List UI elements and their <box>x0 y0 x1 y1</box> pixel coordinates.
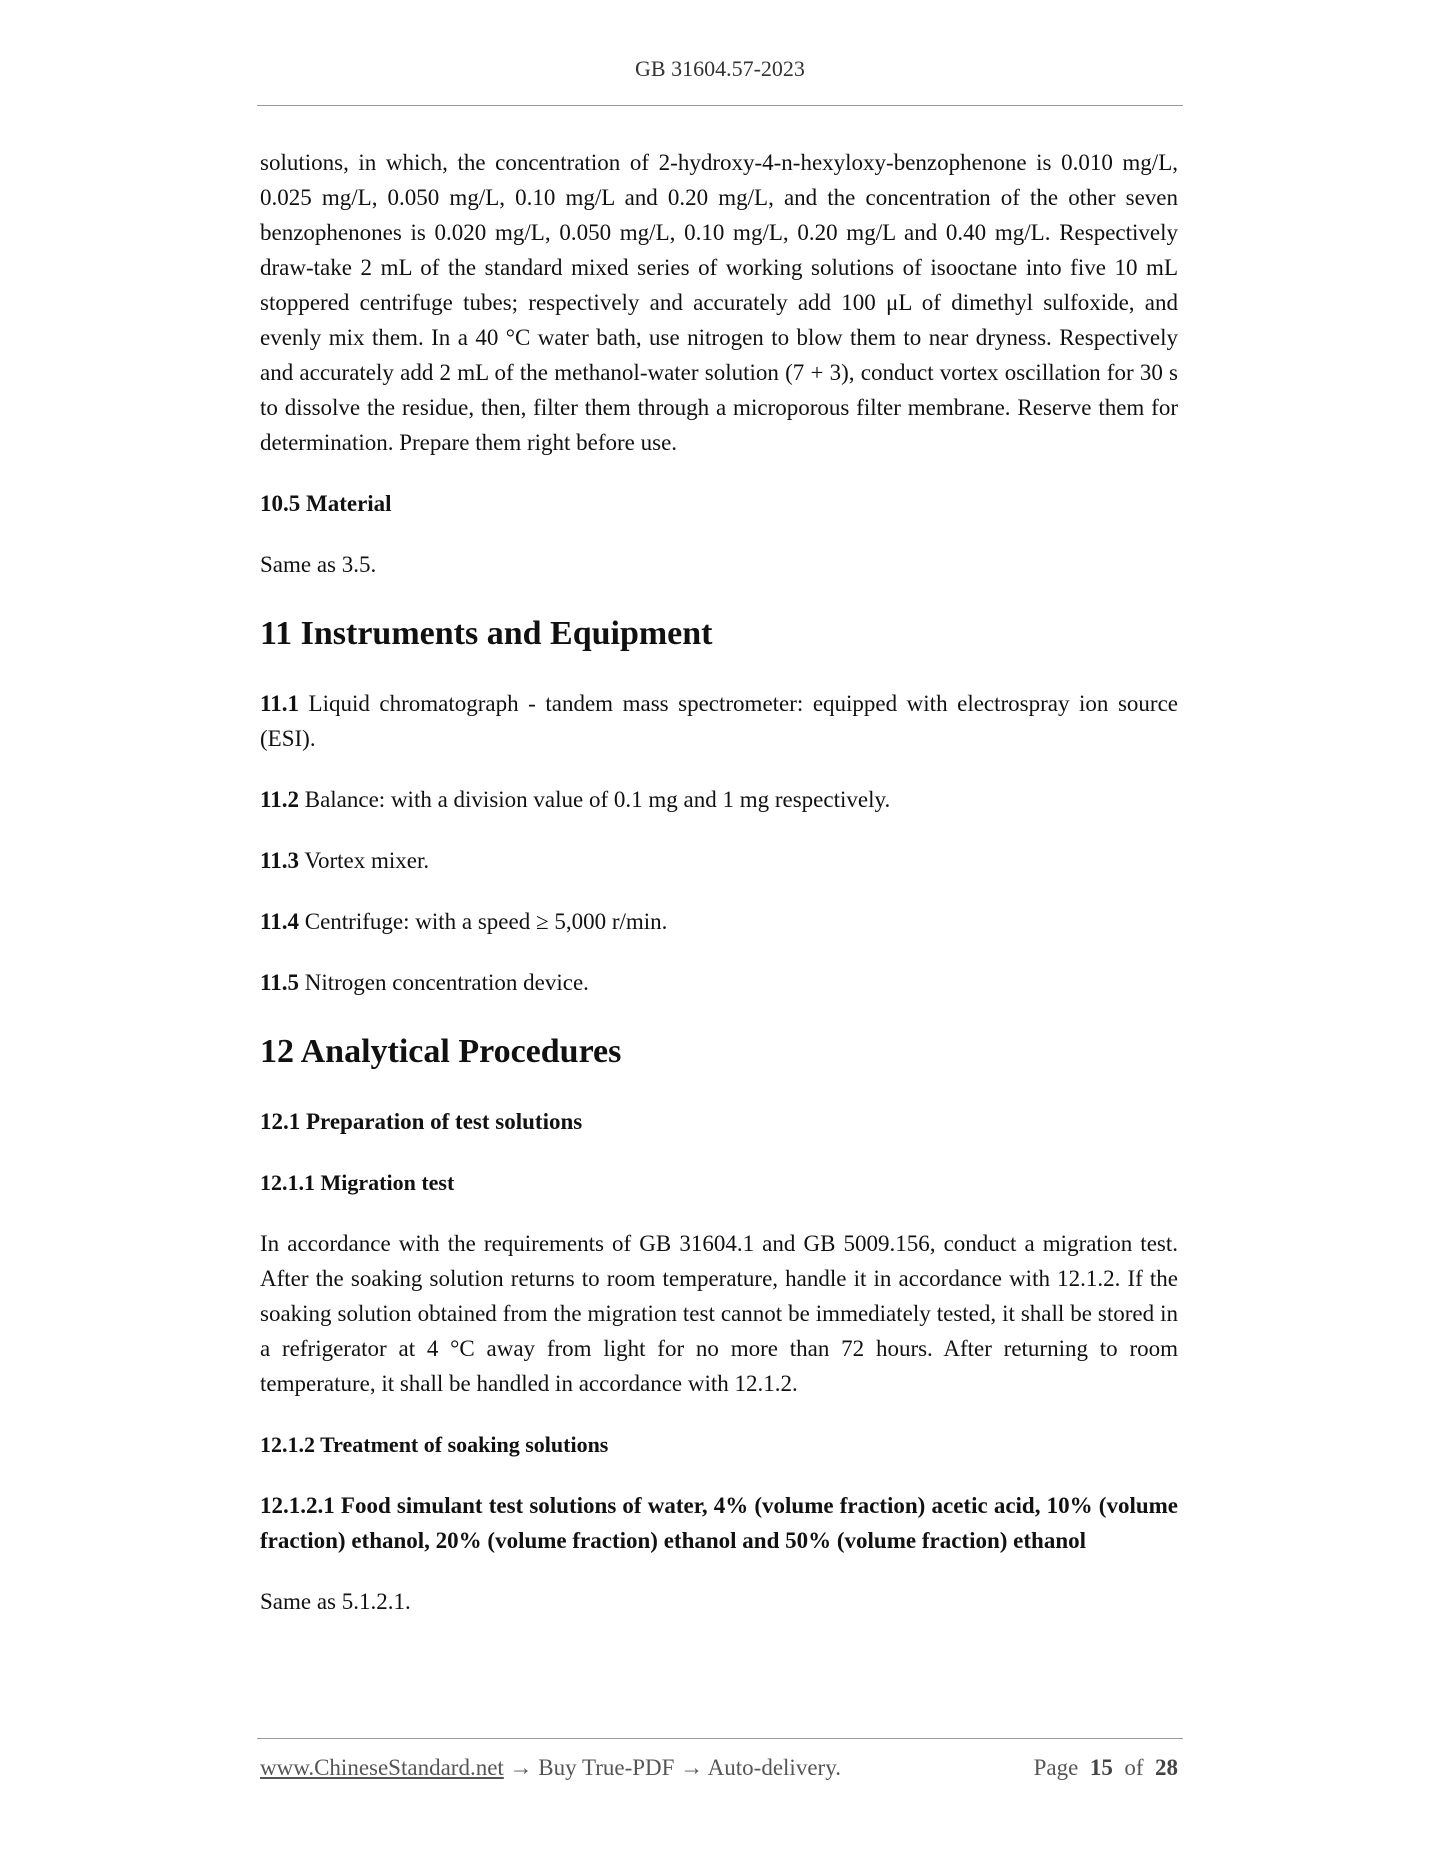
header-divider <box>257 105 1183 106</box>
instrument-number: 11.3 <box>260 848 299 873</box>
section-12-1-1-text: In accordance with the requirements of GB 31604.1 and GB 5009.156, conduct a migration test. After the soaking solution returns to room temperature, handle it in accordance with 12.1.2. If the soaking solution obtained from the migration test cannot be immediately tested, it shall be stored in a refrigerator at 4 °C away from light for no more than 72 hours. After returning to room temperature, it shall be handled in accordance with 12.1.2. <box>260 1231 1178 1396</box>
section-12-1-2-heading: 12.1.2 Treatment of soaking solutions <box>260 1432 609 1457</box>
instrument-item <box>260 904 1178 939</box>
instrument-text: Centrifuge: with a speed ≥ 5,000 r/min. <box>298 909 668 934</box>
section-12-1-1-heading: 12.1.1 Migration test <box>260 1170 455 1195</box>
section-12-1-2-1-heading: 12.1.2.1 Food simulant test solutions of water, 4% (volume fraction) acetic acid, 10% (volume fraction) ethanol, 20% (volume fraction) ethanol and 50% (volume fraction) ethanol <box>260 1493 1178 1553</box>
page-number <box>1034 1755 1178 1781</box>
footer-promo <box>260 1755 841 1781</box>
page-total: 28 <box>1155 1755 1178 1780</box>
arrow-icon: → <box>674 1755 708 1780</box>
intro-paragraph: solutions, in which, the concentration of 2-hydroxy-4-n-hexyloxy-benzophenone is 0.010 mg/L, 0.025 mg/L, 0.050 mg/L, 0.10 mg/L and 0.20 mg/L, and the concentration of the other seven benzophenones is 0.020 mg/L, 0.050 mg/L, 0.10 mg/L, 0.20 mg/L and 0.40 mg/L. Respectively draw-take 2 mL of the standard mixed series of working solutions of isooctane into five 10 mL stoppered centrifuge tubes; respectively and accurately add 100 μL of dimethyl sulfoxide, and evenly mix them. In a 40 °C water bath, use nitrogen to blow them to near dryness. Respectively and accurately add 2 mL of the methanol-water solution (7 + 3), conduct vortex oscillation for 30 s to dissolve the residue, then, filter them through a microporous filter membrane. Reserve them for determination. Prepare them right before use. <box>260 150 1178 455</box>
section-11-heading: 11 Instruments and Equipment <box>260 615 713 652</box>
instrument-text: Nitrogen concentration device. <box>298 970 589 995</box>
section-12-1-2-1-text: Same as 5.1.2.1. <box>260 1589 411 1614</box>
site-link[interactable]: www.ChineseStandard.net <box>260 1755 504 1780</box>
section-12-1-heading: 12.1 Preparation of test solutions <box>260 1109 583 1134</box>
instrument-item <box>260 782 1178 817</box>
instrument-item <box>260 965 1178 1000</box>
instrument-number: 11.1 <box>260 691 299 716</box>
buy-text: Buy True-PDF <box>538 1755 675 1780</box>
arrow-icon: → <box>503 1755 539 1780</box>
page-header: GB 31604.57-2023 <box>635 56 805 81</box>
instrument-number: 11.4 <box>260 909 299 934</box>
page-label: Page <box>1033 1755 1079 1780</box>
page-of: of <box>1124 1755 1144 1780</box>
instrument-number: 11.2 <box>260 787 299 812</box>
instrument-text: Vortex mixer. <box>298 848 430 873</box>
footer-divider <box>257 1738 1183 1739</box>
instrument-item <box>260 843 1178 878</box>
section-12-heading: 12 Analytical Procedures <box>260 1033 622 1070</box>
instrument-number: 11.5 <box>260 970 299 995</box>
instrument-text: Liquid chromatograph - tandem mass spectrometer: equipped with electrospray ion source (ESI). <box>260 691 1178 751</box>
section-10-5-text: Same as 3.5. <box>260 552 377 577</box>
document-body <box>260 145 1178 1619</box>
section-10-5-heading: 10.5 Material <box>260 491 392 516</box>
instrument-item <box>260 686 1178 756</box>
delivery-text: Auto-delivery. <box>707 1755 841 1780</box>
page-current: 15 <box>1089 1755 1113 1780</box>
instrument-text: Balance: with a division value of 0.1 mg and 1 mg respectively. <box>298 787 891 812</box>
